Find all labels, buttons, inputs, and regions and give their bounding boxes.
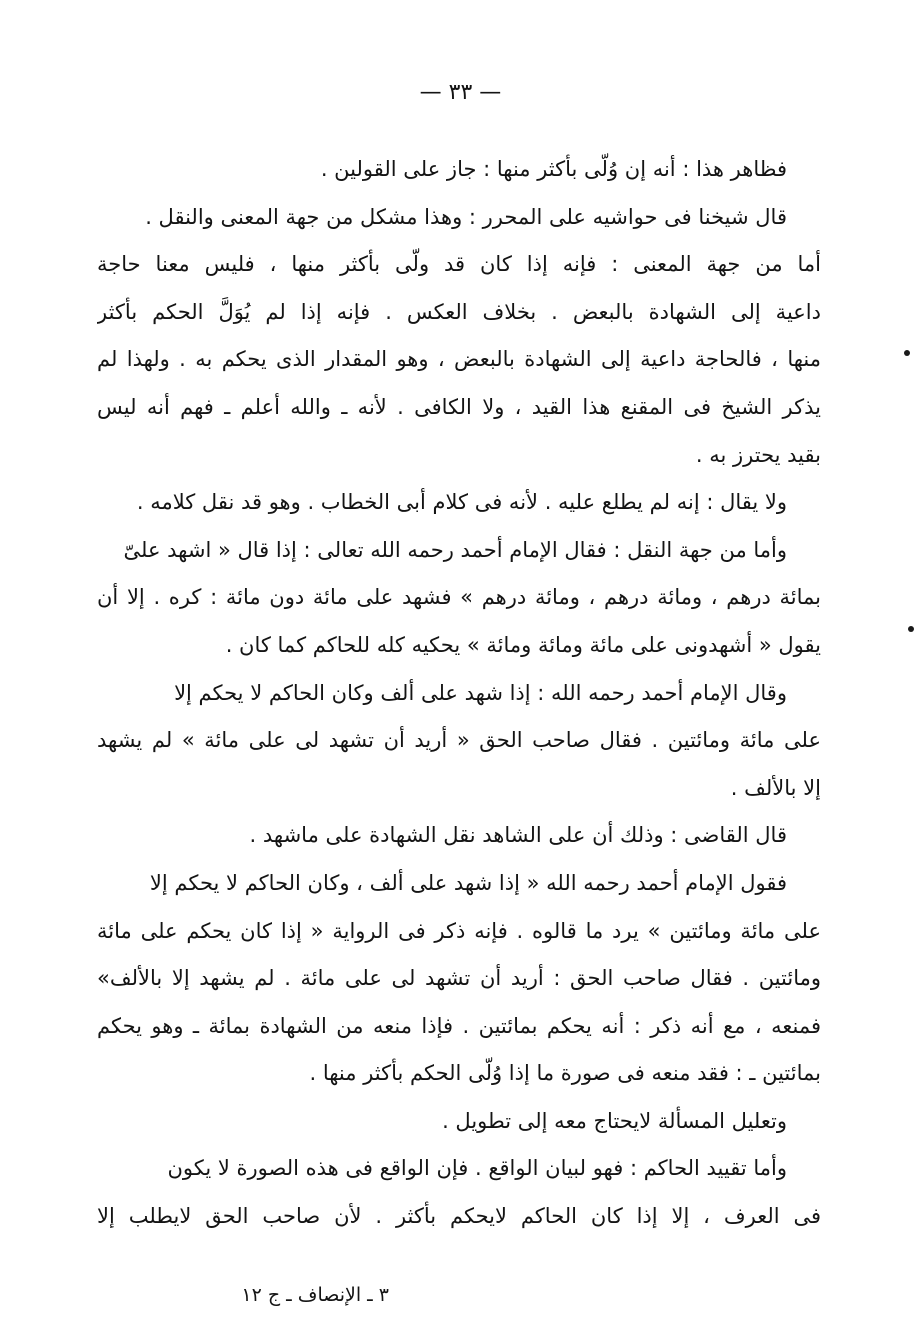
text-line: فمنعه ، مع أنه ذكر : أنه يحكم بمائتين . فإذا منعه من الشهادة بمائة ـ وهو يحكم (97, 1013, 821, 1038)
text-line: فظاهر هذا : أنه إن وُلّى بأكثر منها : جاز على القولين . (320, 157, 787, 181)
text-line: بقيد يحترز به . (695, 442, 821, 467)
text-line: بمائة درهم ، ومائة درهم ، ومائة درهم » فشهد على مائة دون مائة : كره . إلا أن (97, 585, 821, 610)
text-line: أما من جهة المعنى : فإنه إذا كان قد ولّى بأكثر منها ، فليس معنا حاجة (97, 252, 821, 277)
text-line: بمائتين ـ : فقد منعه فى صورة ما إذا وُلّى الحكم بأكثر منها . (309, 1061, 821, 1086)
text-line: يقول « أشهدونى على مائة ومائة ومائة » يحكيه كله للحاكم كما كان . (225, 632, 821, 657)
text-line: يذكر الشيخ فى المقنع هذا القيد ، ولا الكافى . لأنه ـ والله أعلم ـ فهم أنه ليس (97, 394, 821, 419)
footer-signature: ٣ ـ الإنصاف ـ ج ١٢ (241, 1284, 389, 1306)
page-number: — ٣٣ — (419, 80, 502, 105)
text-line: ومائتين . فقال صاحب الحق : أريد أن تشهد لى على مائة . لم يشهد إلا بالألف» (97, 966, 821, 991)
text-line: على مائة ومائتين » يرد ما قالوه . فإنه ذكر فى الرواية « إذا كان يحكم على مائة (97, 918, 821, 943)
text-line: وتعليل المسألة لايحتاج معه إلى تطويل . (442, 1108, 787, 1133)
text-line: فقول الإمام أحمد رحمه الله « إذا شهد على ألف ، وكان الحاكم لا يحكم إلا (149, 870, 787, 895)
text-line: منها ، فالحاجة داعية إلى الشهادة بالبعض ، وهو المقدار الذى يحكم به . ولهذا لم (97, 347, 821, 372)
text-line: فى العرف ، إلا إذا كان الحاكم لايحكم بأكثر . لأن صاحب الحق لايطلب إلا (97, 1204, 821, 1229)
text-line: وأما من جهة النقل : فقال الإمام أحمد رحمه الله تعالى : إذا قال « اشهد علىّ (123, 537, 787, 562)
text-line: قال شيخنا فى حواشيه على المحرر : وهذا مشكل من جهة المعنى والنقل . (145, 204, 787, 229)
text-line: إلا بالألف . (730, 775, 821, 800)
text-line: وأما تقييد الحاكم : فهو لبيان الواقع . فإن الواقع فى هذه الصورة لا يكون (167, 1156, 787, 1181)
text-line: داعية إلى الشهادة بالبعض . بخلاف العكس . فإنه إذا لم يُوَلَّ الحكم بأكثر (97, 299, 821, 324)
text-line: ولا يقال : إنه لم يطلع عليه . لأنه فى كلام أبى الخطاب . وهو قد نقل كلامه . (136, 490, 787, 515)
text-body (97, 146, 821, 1241)
text-line: وقال الإمام أحمد رحمه الله : إذا شهد على ألف وكان الحاكم لا يحكم إلا (174, 680, 787, 705)
margin-mark (904, 350, 910, 356)
text-line: على مائة ومائتين . فقال صاحب الحق « أريد أن تشهد لى على مائة » لم يشهد (97, 728, 821, 753)
text-line: قال القاضى : وذلك أن على الشاهد نقل الشهادة على ماشهد . (249, 823, 787, 848)
margin-mark (908, 626, 914, 632)
